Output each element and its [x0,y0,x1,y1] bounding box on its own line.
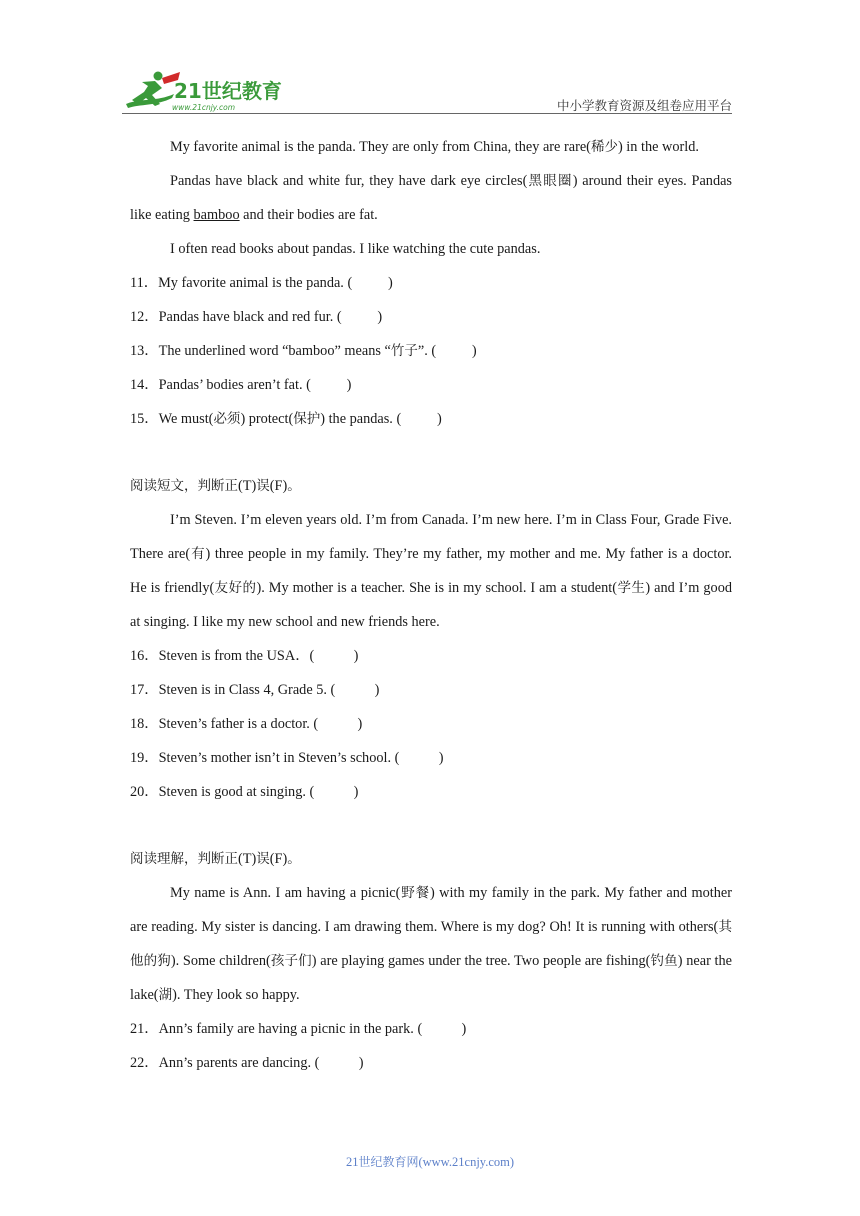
question-15: 15．We must(必须) protect(保护) the pandas. ( ) [130,411,442,427]
logo-text: 21世纪教育 [174,79,282,103]
question-11: 11．My favorite animal is the panda. ( ) [130,275,393,291]
section3-passage: My name is Ann. I am having a picnic(野餐) with my family in the park. My father and mother are reading. My sister is dancing. I am drawing them. Where is my dog? Oh! It is running with others(其他的狗). Some children(孩子们) are playing games under the tree. Two people are fishing(钓鱼) near the lake(湖). They look so happy. [130,885,733,1003]
section3-heading: 阅读理解，判断正(T)误(F)。 [130,851,301,867]
question-20: 20．Steven is good at singing. ( ) [130,784,359,800]
question-19: 19．Steven’s mother isn’t in Steven’s school. ( ) [130,750,444,766]
question-17: 17．Steven is in Class 4, Grade 5. ( ) [130,682,380,698]
question-22: 22．Ann’s parents are dancing. ( ) [130,1055,364,1071]
passage1-paragraph-3: I often read books about pandas. I like watching the cute pandas. [170,241,541,257]
question-16: 16．Steven is from the USA．( ) [130,648,359,664]
passage1-paragraph-2: Pandas have black and white fur, they have dark eye circles(黑眼圈) around their eyes. Pandas like eating bamboo and their bodies are fat. [130,173,732,223]
question-12: 12．Pandas have black and red fur. ( ) [130,309,383,325]
section2-heading: 阅读短文，判断正(T)误(F)。 [130,478,301,494]
section2-passage: I’m Steven. I’m eleven years old. I’m from Canada. I’m new here. I’m in Class Four, Grade Five. There are(有) three people in my family. They’re my father, my mother and me. My father is a doctor. He is friendly(友好的). My mother is a teacher. She is in my school. I am a student(学生) and I’m good at singing. I like my new school and new friends here. [130,512,733,630]
question-14: 14．Pandas’ bodies aren’t fat. ( ) [130,377,352,393]
page-footer: 21世纪教育网(www.21cnjy.com) [345,1155,515,1169]
header-divider [122,113,732,114]
logo-url: www.21cnjy.com [172,103,236,112]
question-13: 13．The underlined word “bamboo” means “竹子”. ( ) [130,343,477,359]
underlined-word: bamboo [193,207,240,223]
document-body [130,130,732,1080]
question-21: 21．Ann’s family are having a picnic in the park. ( ) [130,1021,467,1037]
page-header [122,68,732,116]
passage1-paragraph-1: My favorite animal is the panda. They are only from China, they are rare(稀少) in the world. [170,139,699,155]
logo-21cnjy [122,68,292,114]
question-18: 18．Steven’s father is a doctor. ( ) [130,716,363,732]
platform-tagline: 中小学教育资源及组卷应用平台 [556,98,732,113]
